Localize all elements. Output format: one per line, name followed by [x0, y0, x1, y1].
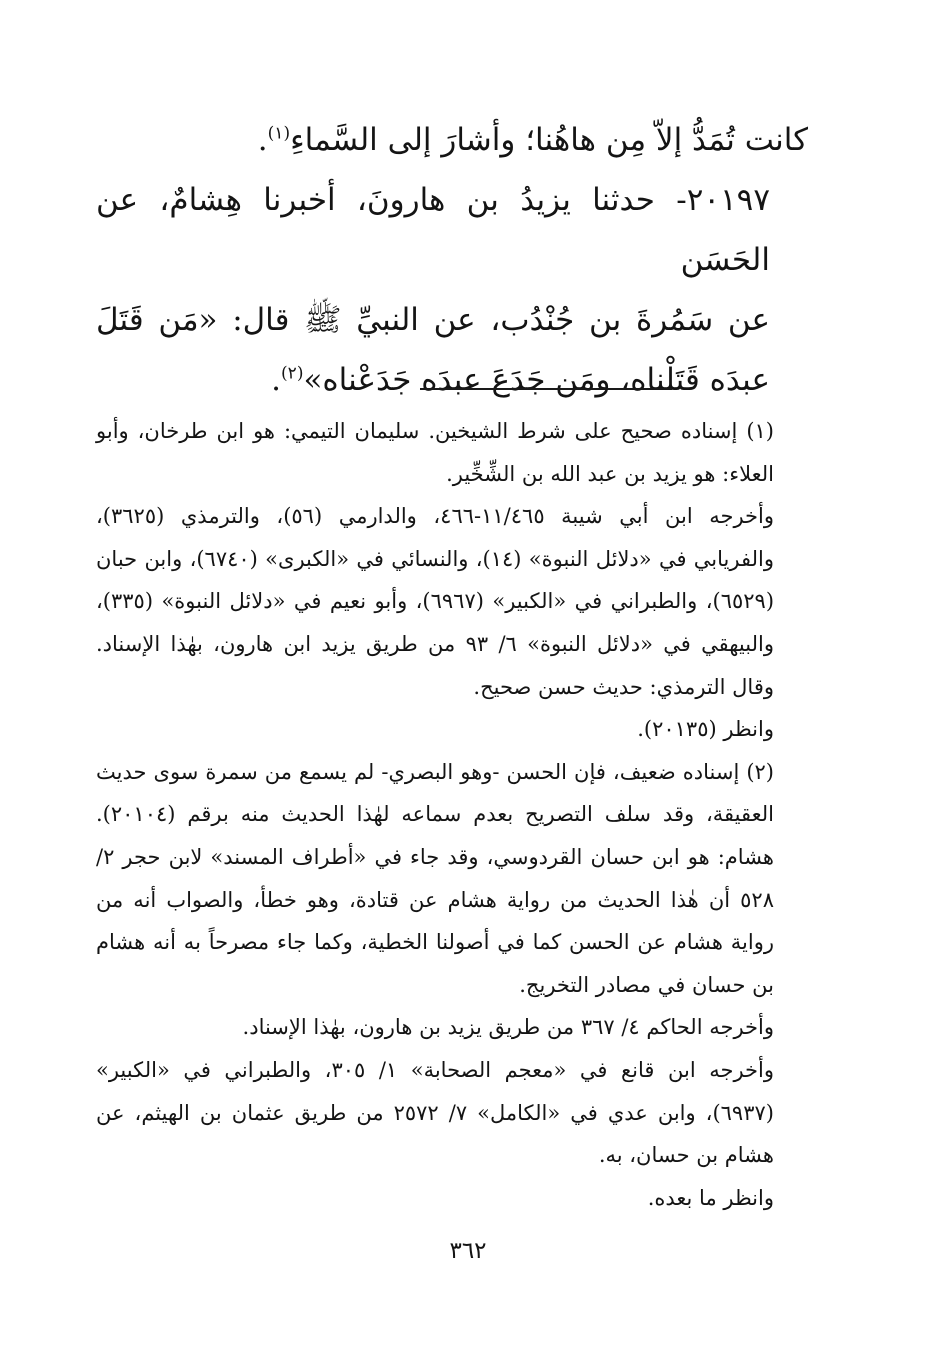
page-number: ٣٦٢: [449, 1238, 487, 1264]
footnote-marker-1: (١): [267, 123, 291, 144]
footnote-1: (١) إسناده صحيح على شرط الشيخين. سليمان التيمي: هو ابن طرخان، وأبو العلاء: هو يزيد بن عبد الله بن الشِّخِّير.: [96, 419, 774, 486]
hadith-body-end: .: [271, 362, 281, 398]
hadith-body: [96, 290, 808, 410]
hadith-opening: ٢٠١٩٧- حدثنا يزيدُ بن هارونَ، أخبرنا هِشامٌ، عن الحَسَن: [96, 182, 770, 278]
footnote-2-sources: وأخرجه ابن قانع في «معجم الصحابة» ١/ ٣٠٥، والطبراني في «الكبير» (٦٩٣٧)، وابن عدي في «الكامل» ٧/ ٢٥٧٢ من طريق عثمان بن الهيثم، عن هشام بن حسان، به.: [96, 1057, 774, 1168]
hadith-body-text: عن سَمُرةَ بن جُنْدُب، عن النبيِّ ﷺ قال: «مَن قَتَلَ عبدَه قَتَلْناه، ومَن جَدَعَ عبدَه جَدَعْناه»: [96, 302, 770, 398]
main-text-block: [96, 110, 808, 410]
footnote-marker-2: (٢): [281, 363, 304, 384]
footnote-2-see-next: وانظر ما بعده.: [647, 1185, 774, 1210]
main-line-1-text: كانت تُمَدُّ إلاّ مِن هاهُنا؛ وأشارَ إلى السَّماءِ: [290, 122, 808, 158]
footnote-2-hakim: وأخرجه الحاكم ٤/ ٣٦٧ من طريق يزيد بن هارون، بهٰذا الإسناد.: [242, 1015, 774, 1040]
footnote-1-sources: وأخرجه ابن أبي شيبة ١١/٤٦٥-٤٦٦، والدارمي (٥٦)، والترمذي (٣٦٢٥)، والفريابي في «دلائل النبوة» (١٤)، والنسائي في «الكبرى» (٦٧٤٠)، وابن حبان (٦٥٢٩)، والطبراني في «الكبير» (٦٩٦٧)، وأبو نعيم في «دلائل النبوة» (٣٣٥)، والبيهقي في «دلائل النبوة» ٦/ ٩٣ من طريق يزيد ابن هارون، بهٰذا الإسناد. وقال الترمذي: حديث حسن صحيح.: [96, 504, 775, 699]
footnote-1-see-also: وانظر (٢٠١٣٥).: [637, 717, 774, 742]
main-line-1: [96, 110, 808, 170]
footnotes-block: [96, 410, 808, 1219]
footnote-separator: [420, 388, 672, 390]
main-line-1-end: .: [257, 122, 268, 158]
footnote-2: (٢) إسناده ضعيف، فإن الحسن -وهو البصري- لم يسمع من سمرة سوى حديث العقيقة، وقد سلف التصريح بعدم سماعه لهٰذا الحديث منه برقم (٢٠١٠٤). هشام: هو ابن حسان القردوسي، وقد جاء في «أطراف المسند» لابن حجر ٢/ ٥٢٨ أن هٰذا الحديث من رواية هشام عن قتادة، وهو خطأ، والصواب أنه من رواية هشام عن الحسن كما في أصولنا الخطية، وكما جاء مصرحاً به أنه هشام بن حسان في مصادر التخريج.: [96, 759, 774, 997]
